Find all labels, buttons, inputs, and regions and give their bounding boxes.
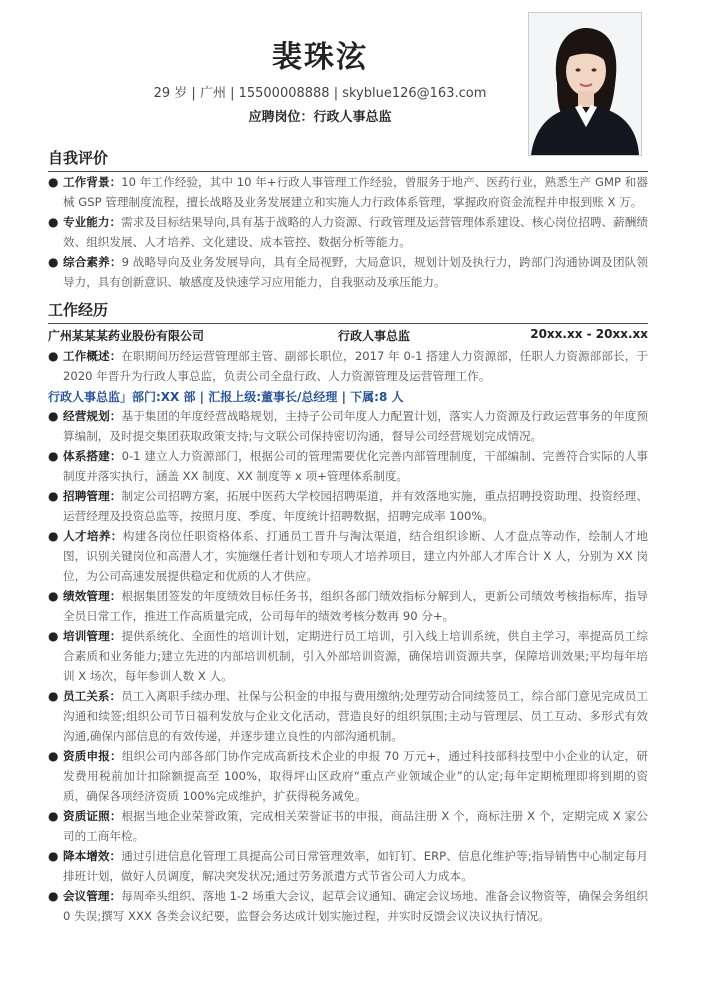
item-text: 组织公司内部各部门协作完成高新技术企业的申报 70 万元+，通过科技部科技型中小企业的认定，研发费用税前加计扣除额提高至 100%，取得坪山区政府“重点产业领域企业”的认定;每年定期梳理即将到期的资质，确保各项经济资质 100%完成维护，扩获得税务减免。 <box>63 749 648 803</box>
job-overview <box>48 346 648 386</box>
position-value: 行政人事总监 <box>313 110 392 125</box>
item-text: 制定公司招聘方案，拓展中医药大学校园招聘渠道，并有效落地实施，重点招聘投资助理、投资经理、运营经理及投资总监等，按照月度、季度、年度统计招聘数据，招聘完成率 100%。 <box>63 489 648 523</box>
list-item <box>48 486 648 526</box>
bullet-icon: ● <box>48 629 59 643</box>
candidate-name: 裴珠泫 <box>272 40 368 75</box>
item-label: 人才培养： <box>63 529 123 543</box>
bullet-icon: ● <box>48 215 59 229</box>
item-label: 经营规划： <box>63 409 122 423</box>
item-label: 降本增效： <box>63 849 122 863</box>
position-label: 应聘岗位： <box>248 110 314 125</box>
work-duties-list <box>48 406 648 926</box>
item-label: 绩效管理： <box>63 589 122 603</box>
list-item <box>48 212 648 252</box>
item-text: 员工入离职手续办理、社保与公积金的申报与费用缴纳;处理劳动合同续签员工，综合部门意见完成员工沟通和续签;组织公司节日福利发放与企业文化活动，营造良好的组织氛围;主动与管理层、员工互动、多形式有效沟通,确保内部信息的有效传递，并逐步建立良性的内部沟通机制。 <box>63 689 648 743</box>
bullet-icon: ● <box>48 175 59 189</box>
list-item <box>48 886 648 926</box>
item-label: 资质申报： <box>63 749 122 763</box>
bullet-icon: ● <box>48 689 59 703</box>
self-evaluation-list <box>48 172 648 292</box>
section-title-work-experience: 工作经历 <box>48 299 648 324</box>
list-item <box>48 252 648 292</box>
item-label: 招聘管理： <box>63 489 122 503</box>
item-text: 通过引进信息化管理工具提高公司日常管理效率，如钉钉、ERP、信息化维护等;指导销售中心制定每月排班计划，做好人员调度，解决突发状况;通过劳务派遣方式节省公司人力成本。 <box>63 849 648 883</box>
item-label: 专业能力： <box>63 215 122 229</box>
item-label: 综合素养： <box>63 255 122 269</box>
item-label: 资质证照： <box>63 809 122 823</box>
job-header <box>48 327 648 345</box>
bullet-icon: ● <box>48 489 59 503</box>
item-text: 构建各岗位任职资格体系、打通员工晋升与淘汰渠道，结合组织诊断、人才盘点等动作，绘制人才地图，识别关键岗位和高潜人才，实施继任者计划和专项人才培养项目，建立内外部人才库合计 X 人，分别为 XX 岗位，为公司高速发展提供稳定和优质的人才供应。 <box>63 529 648 583</box>
list-item <box>48 806 648 846</box>
bullet-icon: ● <box>48 749 59 763</box>
item-text: 10 年工作经验，其中 10 年+行政人事管理工作经验，曾服务于地产、医药行业，熟悉生产 GMP 和器械 GSP 管理制度流程，擅长战略及业务发展建立和实施人力行政体系管理，掌握政府资金流程并申报到账 X 万。 <box>63 175 648 209</box>
item-text: 需求及目标结果导向,具有基于战略的人力资源、行政管理及运营管理体系建设、核心岗位招聘、薪酬绩效、组织发展、人才培养、文化建设、成本管控、数据分析等能力。 <box>63 215 648 249</box>
list-item <box>48 172 648 212</box>
bullet-icon: ● <box>48 849 59 863</box>
item-text: 0-1 建立人力资源部门，根据公司的管理需要优化完善内部管理制度，干部编制、完善符合实际的人事制度并落实执行，涵盖 XX 制度、XX 制度等 x 项+管理体系制度。 <box>63 449 648 483</box>
company-name: 广州某某某药业股份有限公司 <box>48 329 205 343</box>
item-label: 体系搭建： <box>63 449 122 463</box>
item-label: 工作背景： <box>63 175 122 189</box>
item-text: 每周牵头组织、落地 1-2 场重大会议，起草会议通知、确定会议场地、准备会议物资等，确保会务组织 0 失误;撰写 XXX 各类会议纪要，监督会务达成计划实施过程，并实时反馈会议决议执行情况。 <box>63 889 648 923</box>
list-item <box>48 526 648 586</box>
bullet-icon: ● <box>48 809 59 823</box>
item-text: 根据集团签发的年度绩效目标任务书，组织各部门绩效指标分解到人，更新公司绩效考核指标库，指导全员日常工作，推进工作高质量完成，公司每年的绩效考核分数再 90 分+。 <box>63 589 648 623</box>
item-text: 提供系统化、全面性的培训计划，定期进行员工培训，引入线上培训系统，供自主学习，率提高员工综合素质和业务能力;建立先进的内部培训机制，引入外部培训资源，确保培训资源共享，保障培训效果;平均每年培训 X 场次，每年参训人数 X 人。 <box>63 629 648 683</box>
section-title-self-evaluation: 自我评价 <box>48 147 648 172</box>
bullet-icon: ● <box>48 349 59 363</box>
profile-photo <box>528 12 642 156</box>
item-text: 在职期间历经运营管理部主管、副部长职位，2017 年 0-1 搭建人力资源部，任职人力资源部部长，于 2020 年晋升为行政人事总监，负责公司全盘行政、人力资源管理及运营管理工作。 <box>63 349 648 383</box>
list-item <box>48 406 648 446</box>
job-role: 行政人事总监 <box>338 329 411 343</box>
list-item <box>48 626 648 686</box>
profile-photo-image <box>529 13 641 155</box>
item-text: 根据当地企业荣誉政策，完成相关荣誉证书的申报，商品注册 X 个，商标注册 X 个，定期完成 X 家公司的工商年检。 <box>63 809 648 843</box>
bullet-icon: ● <box>48 255 59 269</box>
bullet-icon: ● <box>48 409 59 423</box>
list-item <box>48 746 648 806</box>
item-label: 工作概述： <box>63 349 122 363</box>
department-line: 行政人事总监」部门:XX 部 | 汇报上级:董事长/总经理 | 下属:8 人 <box>48 390 404 404</box>
job-period: 20xx.xx - 20xx.xx <box>530 327 648 341</box>
item-label: 员工关系： <box>63 689 122 703</box>
list-item <box>48 446 648 486</box>
bullet-icon: ● <box>48 529 59 543</box>
item-text: 9 战略导向及业务发展导向，具有全局视野，大局意识，规划计划及执行力，跨部门沟通协调及团队领导力，具有创新意识、敏感度及快速学习应用能力，自我驱动及承压能力。 <box>63 255 648 289</box>
list-item <box>48 586 648 626</box>
bullet-icon: ● <box>48 589 59 603</box>
list-item <box>48 846 648 886</box>
bullet-icon: ● <box>48 449 59 463</box>
item-label: 培训管理： <box>63 629 122 643</box>
list-item <box>48 346 648 386</box>
item-label: 会议管理： <box>63 889 122 903</box>
list-item <box>48 686 648 746</box>
contact-info: 29 岁 | 广州 | 15500008888 | skyblue126@163.com <box>153 86 487 101</box>
item-text: 基于集团的年度经营战略规划，主持子公司年度人力配置计划，落实人力资源及行政运营事务的年度预算编制，及时提交集团获取政策支持;与文联公司保持密切沟通，督导公司经营规划完成情况。 <box>63 409 648 443</box>
bullet-icon: ● <box>48 889 59 903</box>
